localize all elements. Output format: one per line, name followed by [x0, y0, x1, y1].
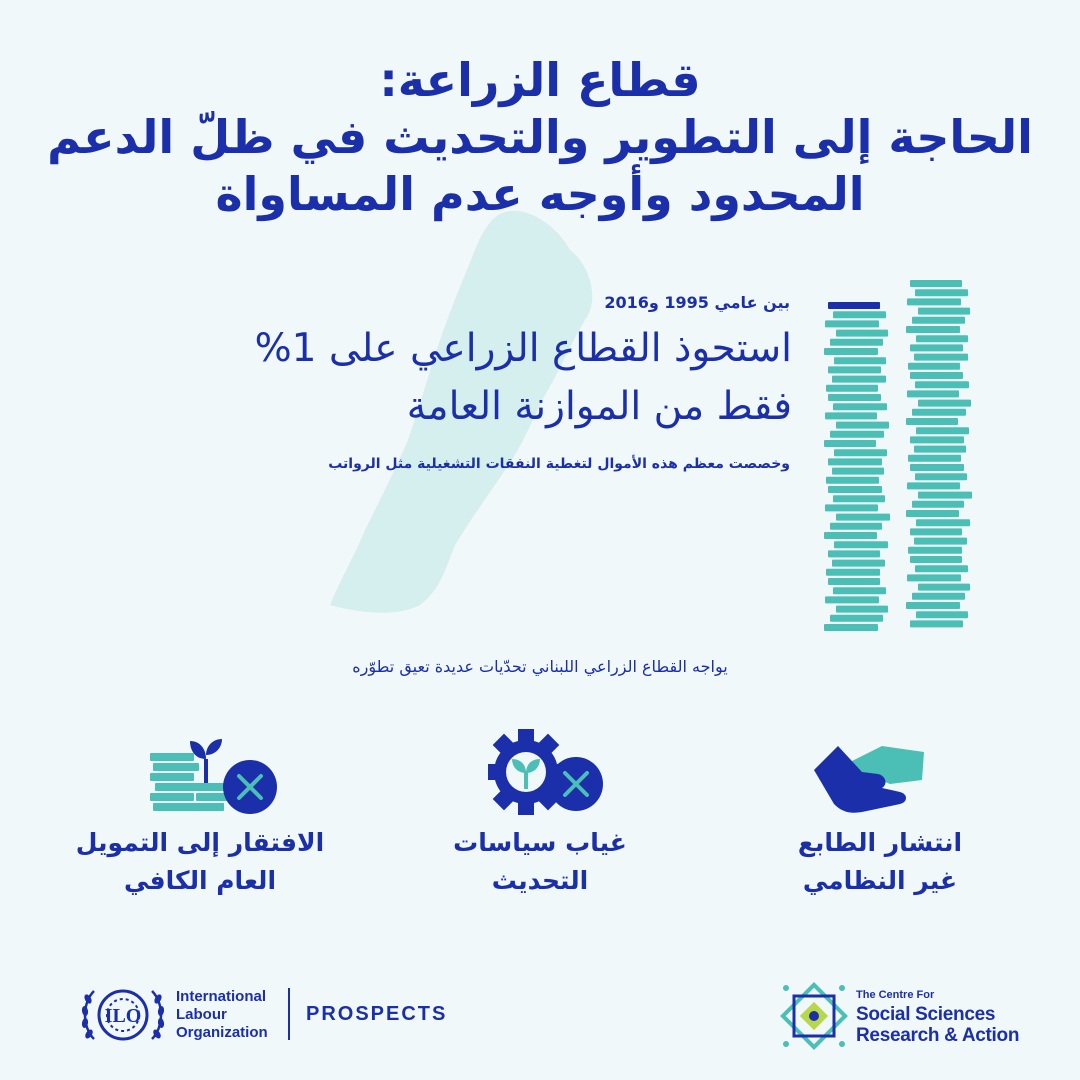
coin: [830, 431, 884, 438]
prospects-logo: PROSPECTS: [306, 1003, 448, 1025]
coin: [907, 390, 959, 397]
coin: [836, 606, 888, 613]
coin: [826, 385, 878, 392]
coin: [907, 298, 961, 305]
coin: [833, 587, 886, 594]
coin: [836, 330, 888, 337]
years-range: بين عامي 1995 و2016: [604, 293, 790, 312]
cssra-name-line-2: Research & Action: [856, 1025, 1020, 1046]
coin: [828, 366, 881, 373]
coin: [825, 596, 879, 603]
coin: [916, 427, 969, 434]
coin: [907, 482, 960, 489]
coin: [828, 458, 882, 465]
coin: [910, 556, 962, 563]
coin: [833, 403, 887, 410]
coin-stacks-icon: [818, 276, 988, 636]
coin: [918, 584, 970, 591]
coin: [907, 574, 961, 581]
coin: [825, 412, 877, 419]
coin: [908, 455, 961, 462]
cssra-name-line-1: Social Sciences: [856, 1004, 996, 1025]
coin: [836, 514, 890, 521]
coin: [914, 538, 967, 545]
ilo-logo-icon: [78, 983, 168, 1047]
ilo-name-line-3: Organization: [176, 1024, 268, 1041]
coin: [915, 381, 969, 388]
coin: [836, 422, 889, 429]
challenge-informality-label: [730, 824, 1030, 900]
budget-note: وخصصت معظم هذه الأموال لتغطية النفقات التشغيلية مثل الرواتب: [328, 456, 790, 472]
coin: [914, 354, 968, 361]
coin: [824, 348, 878, 355]
coin: [824, 624, 878, 631]
coin: [833, 495, 885, 502]
coin: [908, 363, 960, 370]
coin: [906, 510, 959, 517]
coin: [833, 311, 886, 318]
gear-sprout-x-icon: [484, 727, 614, 822]
coin-highlight: [828, 302, 880, 309]
coin: [906, 326, 960, 333]
coin: [906, 418, 958, 425]
challenge-funding-line-1: الافتقار إلى التمويل: [75, 828, 325, 857]
coin: [828, 550, 880, 557]
coin: [910, 620, 963, 627]
coin: [910, 464, 964, 471]
coin: [826, 477, 879, 484]
coin: [828, 486, 882, 493]
coin: [910, 436, 964, 443]
challenge-informality-line-1: انتشار الطابع: [797, 828, 963, 857]
challenge-funding-label: [50, 824, 350, 900]
coin: [912, 593, 965, 600]
coin: [824, 532, 877, 539]
title-line-2: الحاجة إلى التطوير والتحديث في ظلّ الدعم: [47, 110, 1033, 164]
handshake-icon: [812, 740, 927, 820]
coin: [824, 440, 876, 447]
challenge-policies-label: [390, 824, 690, 900]
title-line-3: المحدود وأوجه عدم المساواة: [215, 167, 865, 221]
coin: [916, 611, 968, 618]
budget-headline-line-1: استحوذ القطاع الزراعي على 1%: [254, 326, 792, 371]
coin: [910, 280, 962, 287]
page-title: [40, 52, 1040, 223]
coin: [910, 372, 963, 379]
coin: [914, 446, 966, 453]
coin: [834, 357, 886, 364]
coin: [832, 376, 886, 383]
coin: [826, 569, 880, 576]
challenge-funding-line-2: العام الكافي: [123, 866, 277, 895]
coins-sprout-x-icon: [150, 735, 285, 815]
coin: [918, 308, 970, 315]
coin: [910, 344, 963, 351]
challenge-policies-line-2: التحديث: [491, 866, 589, 895]
coin: [830, 615, 883, 622]
ilo-name-line-2: Labour: [176, 1006, 227, 1023]
budget-headline: [255, 320, 792, 436]
cssra-name-small: The Centre For: [856, 989, 935, 1001]
cssra-pattern-logo-icon: [778, 980, 850, 1052]
coin: [910, 528, 962, 535]
coin: [834, 541, 888, 548]
coin: [915, 289, 968, 296]
coin: [916, 519, 970, 526]
cssra-name: [856, 990, 1019, 1046]
coin: [912, 317, 965, 324]
coin: [916, 335, 968, 342]
coin: [825, 504, 878, 511]
coin: [912, 501, 964, 508]
coin: [832, 560, 885, 567]
title-line-1: قطاع الزراعة:: [379, 53, 701, 107]
coin: [912, 409, 966, 416]
coin: [832, 468, 884, 475]
coin: [825, 320, 879, 327]
svg-text:ILO: ILO: [104, 1005, 142, 1027]
coin: [828, 394, 881, 401]
footer-divider: [288, 988, 290, 1040]
coin: [830, 339, 883, 346]
coin: [906, 602, 960, 609]
ilo-name-line-1: International: [176, 988, 267, 1005]
coin: [915, 473, 967, 480]
coin: [834, 449, 887, 456]
coin: [830, 523, 882, 530]
budget-headline-line-2: فقط من الموازنة العامة: [406, 384, 792, 429]
coin: [908, 547, 962, 554]
challenges-intro: يواجه القطاع الزراعي اللبناني تحدّيات عديدة تعيق تطوّره: [352, 657, 728, 676]
coin: [915, 565, 968, 572]
challenge-informality-line-2: غير النظامي: [802, 866, 958, 895]
coin: [918, 492, 972, 499]
challenge-policies-line-1: غياب سياسات: [453, 828, 627, 857]
ilo-name: [176, 988, 268, 1042]
coin: [828, 578, 880, 585]
coin: [918, 400, 971, 407]
